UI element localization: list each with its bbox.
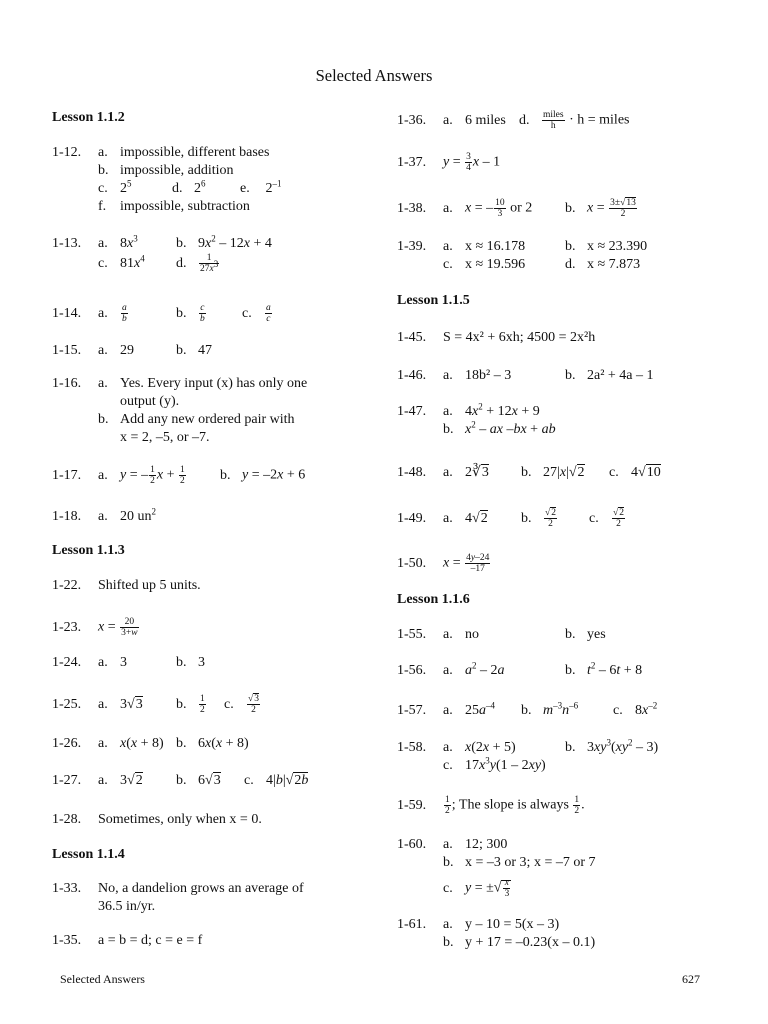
answer-1-33: 1-33. No, a dandelion grows an average of 36.5 in/yr. bbox=[52, 881, 304, 914]
answer-1-17: 1-17. a. y = – $\frac{1}{2}$ x + $\frac{1}{2}$ b. y = –2x + 6 bbox=[52, 465, 306, 486]
answer-1-39: 1-39. a. x ≈ 16.178 b. x ≈ 23.390 c. x ≈ 19.596 d. x ≈ 7.873 bbox=[397, 239, 648, 272]
answer-text: impossible, different bases bbox=[120, 145, 270, 160]
footer-title: Selected Answers bbox=[60, 972, 145, 986]
answer-1-38: 1-38. a. x = – $\frac{10}{3}$ or 2 b. x = $\frac{3\pm√13}{2}$ bbox=[397, 198, 636, 219]
answer-1-35: 1-35. a = b = d; c = e = f bbox=[52, 933, 203, 948]
answer-1-57: 1-57. a. $25a^{-4}$ b. $m^{-3}n^{-6}$ c. $8x^{-2}$ bbox=[397, 700, 658, 718]
answer-1-23: 1-23. x = $\frac{20}{3+w}$ bbox=[52, 617, 138, 638]
answer-1-61: 1-61. a. y – 10 = 5(x – 3) b. y + 17 = –0.23(x – 0.1) bbox=[397, 917, 596, 950]
answer-1-22: 1-22. Shifted up 5 units. bbox=[52, 578, 201, 593]
page-number: 627 bbox=[682, 972, 700, 986]
lesson-heading: Lesson 1.1.6 bbox=[397, 592, 470, 607]
answer-1-25: 1-25. a. 3√3 b. $\frac{1}{2}$ c. $\frac{√3}{2}$ bbox=[52, 694, 259, 715]
answer-1-15: 1-15. a. 29 b. 47 bbox=[52, 343, 212, 358]
answer-1-14: 1-14. a. $\frac{a}{b}$ b. $\frac{c}{b}$ c. $\frac{a}{c}$ bbox=[52, 303, 271, 324]
answer-text: impossible, subtraction bbox=[120, 199, 250, 214]
answer-1-16: 1-16. a. Yes. Every input (x) has only one output (y). b. Add any new ordered pair with x = 2, –5, or –7. bbox=[52, 376, 308, 445]
answer-1-58: 1-58. a. x(2x + 5) b. $3xy^3(xy^2 - 3)$ c. $17x^3y(1 - 2xy)$ bbox=[397, 737, 659, 773]
answer-1-55: 1-55. a. no b. yes bbox=[397, 627, 606, 642]
answer-1-50: 1-50. x = $\frac{4y-24}{-17}$ bbox=[397, 553, 490, 574]
answer-1-56: 1-56. a. $a^2 - 2a$ b. $t^2 - 6t + 8$ bbox=[397, 660, 643, 678]
answer-1-49: 1-49. a. 4√2 b. $\frac{√2}{2}$ c. $\frac{√2}{2}$ bbox=[397, 508, 624, 529]
answer-1-27: 1-27. a. 3√2 b. 6√3 c. 4|b|√2b bbox=[52, 773, 309, 788]
answer-1-37: 1-37. y = $\frac{3}{4}$ x – 1 bbox=[397, 152, 501, 173]
answer-1-46: 1-46. a. 18b² – 3 b. 2a² + 4a – 1 bbox=[397, 368, 654, 383]
answer-1-60: 1-60. a. 12; 300 b. x = –3 or 3; x = –7 or 7 c. y = ±√ $\frac{x}{3}$ bbox=[397, 837, 596, 899]
answer-1-47: 1-47. a. $4x^2 + 12x + 9$ b. $x^2$ – ax –bx + ab bbox=[397, 401, 556, 437]
answer-1-13: 1-13. a. $8x^3$ b. $9x^2 - 12x + 4$ c. $81x^4$ d. $\frac{1}{27x^3}$ bbox=[52, 233, 272, 275]
answer-1-48: 1-48. a. 2∛3 b. 27|x|√2 c. 4√10 bbox=[397, 465, 661, 480]
answer-1-12: 1-12. a. impossible, different bases b. impossible, addition c. $2^5$ d. $2^6$ e. $2^{-1}$ f. impossible, subtraction bbox=[52, 145, 282, 214]
answer-1-36: 1-36. a. 6 miles d. miles h · h = miles bbox=[397, 110, 630, 131]
answer-1-45: 1-45. S = 4x² + 6xh; 4500 = 2x²h bbox=[397, 330, 596, 345]
lesson-heading: Lesson 1.1.2 bbox=[52, 110, 125, 125]
lesson-heading: Lesson 1.1.3 bbox=[52, 543, 125, 558]
answer-1-26: 1-26. a. x(x + 8) b. 6x(x + 8) bbox=[52, 736, 249, 751]
lesson-heading: Lesson 1.1.4 bbox=[52, 847, 125, 862]
answer-1-59: 1-59. $\frac{1}{2}$ ; The slope is always $\frac{1}{2}$ . bbox=[397, 795, 585, 816]
answer-1-24: 1-24. a. 3 b. 3 bbox=[52, 655, 205, 670]
answer-1-18: 1-18. a. 20 $un^2$ bbox=[52, 506, 156, 524]
page-title: Selected Answers bbox=[315, 66, 433, 85]
answer-1-28: 1-28. Sometimes, only when x = 0. bbox=[52, 812, 262, 827]
lesson-heading: Lesson 1.1.5 bbox=[397, 293, 470, 308]
answer-text: impossible, addition bbox=[120, 163, 234, 178]
